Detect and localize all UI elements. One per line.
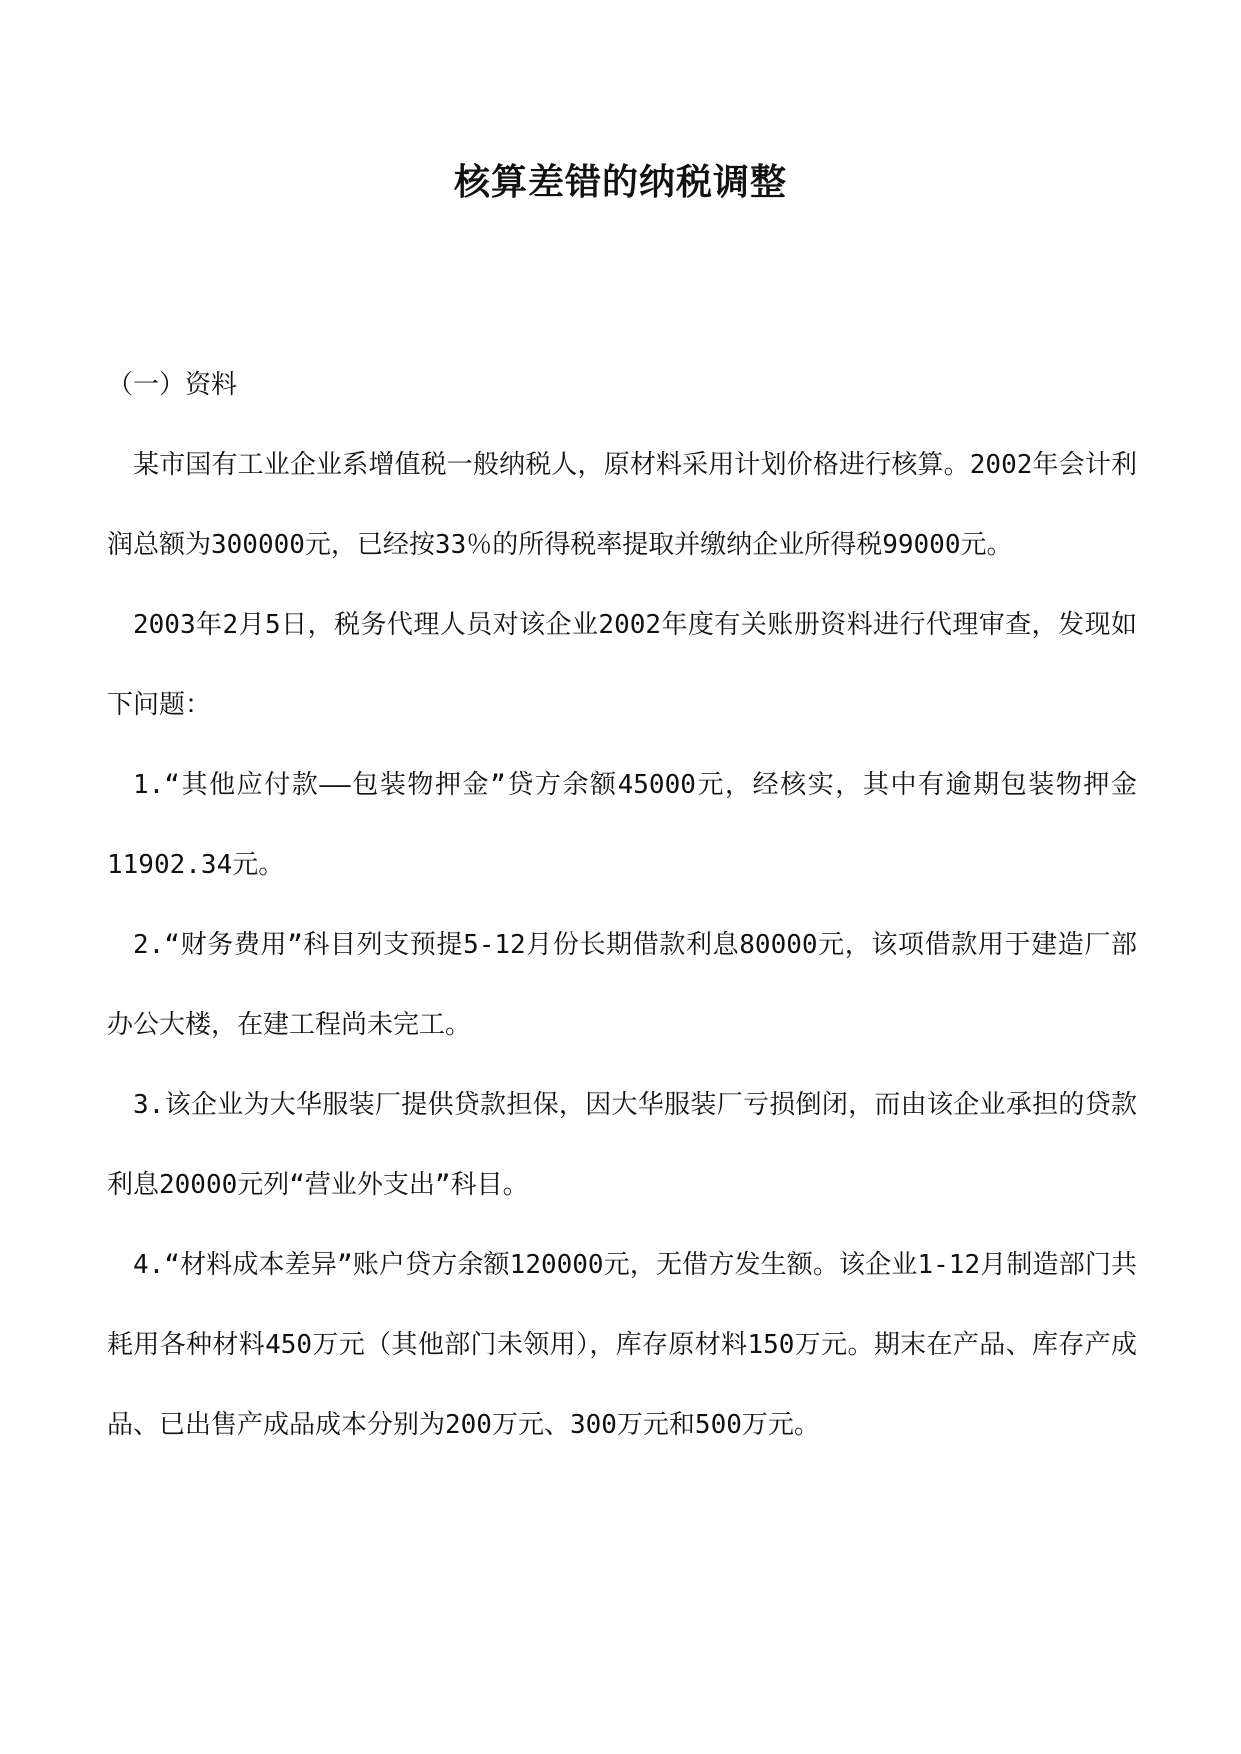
paragraph-audit-intro: 2003年2月5日，税务代理人员对该企业2002年度有关账册资料进行代理审查，发现如下问题：: [107, 610, 1137, 720]
document-title: 核算差错的纳税调整: [453, 162, 787, 203]
paragraph-issue-1: 1.“其他应付款——包装物押金”贷方余额45000元，经核实，其中有逾期包装物押金11902.34元。: [107, 770, 1137, 880]
document-body: [107, 345, 1137, 1465]
paragraph-issue-3: 3.该企业为大华服装厂提供贷款担保，因大华服装厂亏损倒闭，而由该企业承担的贷款利息20000元列“营业外支出”科目。: [107, 1090, 1137, 1200]
paragraph-issue-4: 4.“材料成本差异”账户贷方余额120000元，无借方发生额。该企业1-12月制造部门共耗用各种材料450万元（其他部门未领用），库存原材料150万元。期末在产品、库存产成品、已出售产成品成本分别为200万元、300万元和500万元。: [107, 1250, 1137, 1440]
section-heading: （一）资料: [107, 370, 238, 400]
paragraph-company-info: 某市国有工业企业系增值税一般纳税人，原材料采用计划价格进行核算。2002年会计利润总额为300000元，已经按33％的所得税率提取并缴纳企业所得税99000元。: [107, 450, 1137, 560]
paragraph-issue-2: 2.“财务费用”科目列支预提5-12月份长期借款利息80000元，该项借款用于建造厂部办公大楼，在建工程尚未完工。: [107, 930, 1137, 1040]
